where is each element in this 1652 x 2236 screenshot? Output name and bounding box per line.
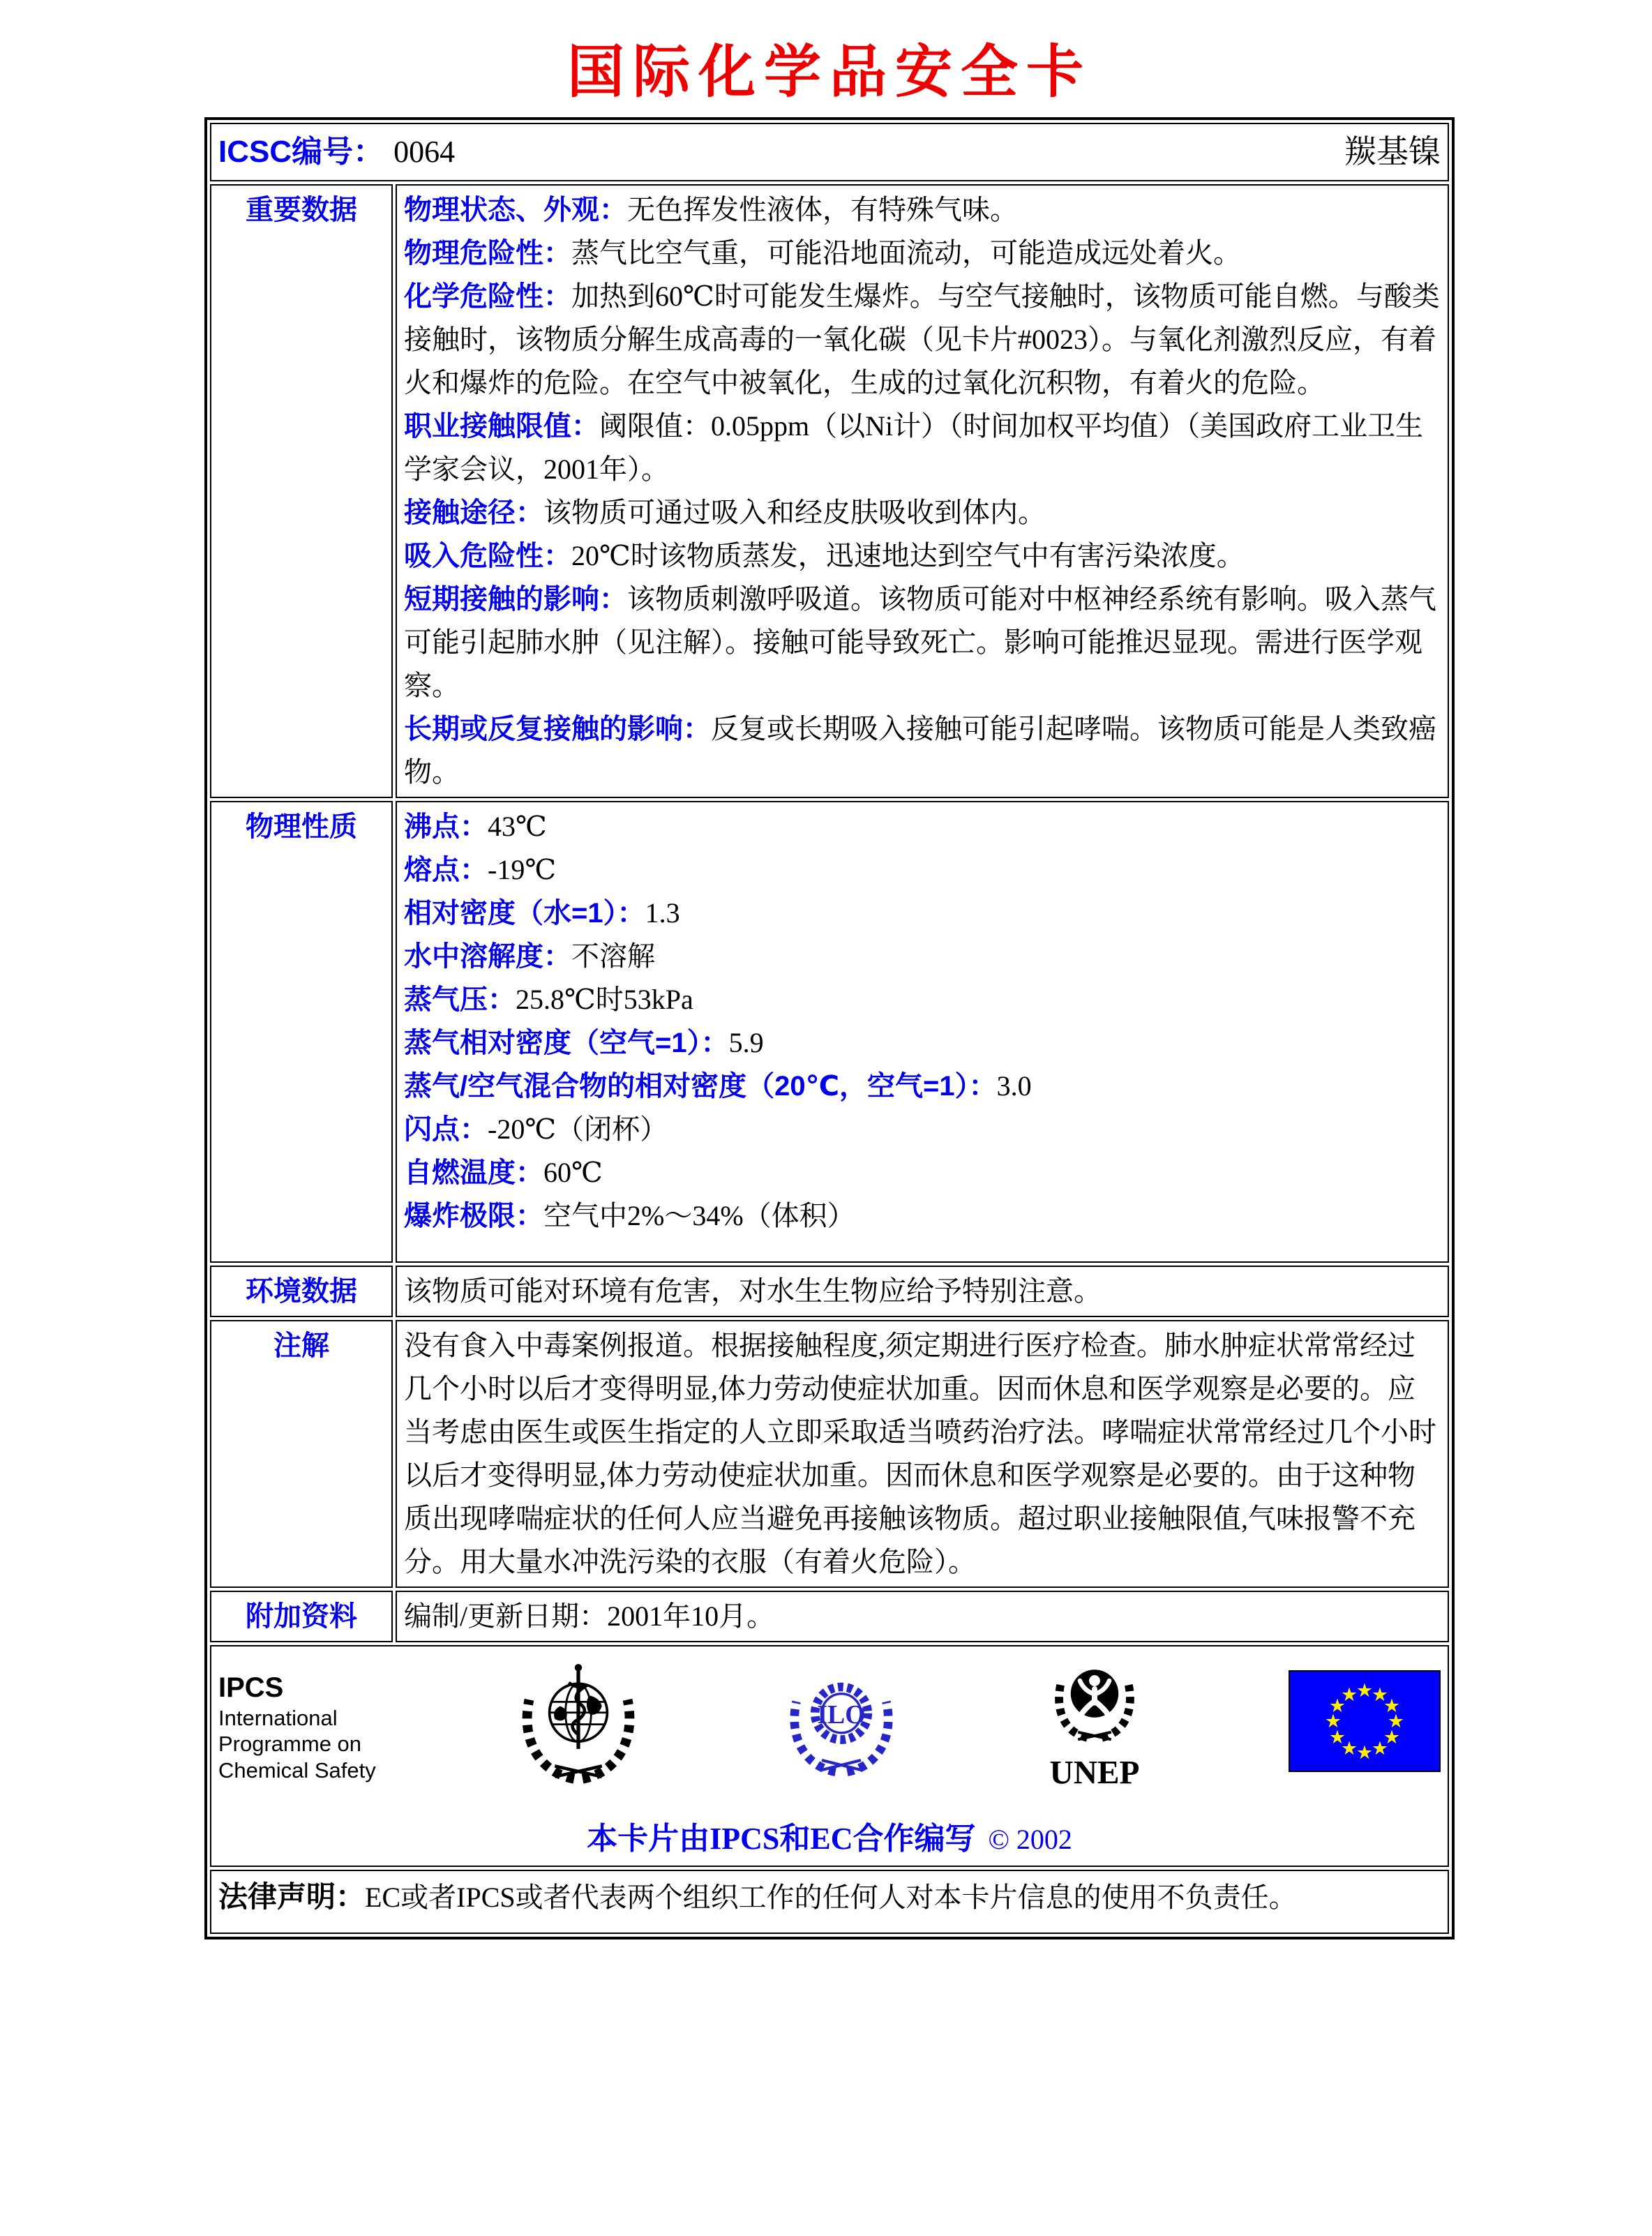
field-label: 接触途径：	[404, 497, 543, 528]
legal-text: EC或者IPCS或者代表两个组织工作的任何人对本卡片信息的使用不负责任。	[365, 1882, 1297, 1914]
field-label: 物理状态、外观：	[404, 195, 627, 225]
field-value: 20℃时该物质蒸发，迅速地达到空气中有害污染浓度。	[571, 540, 1245, 571]
field-value: 60℃	[543, 1157, 603, 1188]
field-line	[404, 275, 1441, 405]
svg-text:★: ★	[1356, 1680, 1374, 1701]
svg-text:★: ★	[1371, 1684, 1389, 1705]
field-label: 长期或反复接触的影响：	[404, 714, 711, 744]
field-value: -20℃（闭杯）	[488, 1113, 668, 1145]
unep-wordmark: UNEP	[1049, 1755, 1140, 1792]
svg-text:★: ★	[1383, 1695, 1401, 1716]
field-value: 空气中2%～34%（体积）	[543, 1200, 855, 1231]
field-value: 3.0	[996, 1070, 1032, 1102]
field-value: 阈限值：0.05ppm（以Ni计）（时间加权平均值）（美国政府工业卫生学家会议，2001年）。	[404, 410, 1424, 485]
field-label: 自燃温度：	[404, 1157, 543, 1188]
field-line	[404, 707, 1441, 794]
logo-strip	[218, 1649, 1441, 1806]
field-line	[404, 805, 1441, 848]
page-title: 国际化学品安全卡	[566, 40, 1092, 104]
header-row	[210, 123, 1449, 181]
svg-text:★: ★	[1328, 1727, 1346, 1748]
field-value: 5.9	[728, 1027, 764, 1058]
section-content-physical-properties	[396, 801, 1449, 1263]
field-label: 蒸气压：	[404, 984, 516, 1015]
svg-text:★: ★	[1371, 1738, 1389, 1759]
legal-row	[210, 1870, 1449, 1934]
ipcs-line: Programme on	[218, 1732, 362, 1757]
who-logo-icon	[514, 1657, 643, 1798]
field-value: 43℃	[488, 811, 547, 842]
section-row-physical-properties	[210, 801, 1449, 1263]
legal-label: 法律声明：	[218, 1880, 366, 1914]
field-label: 物理危险性：	[404, 238, 571, 269]
field-line	[404, 935, 1441, 978]
field-label: 蒸气相对密度（空气=1）：	[404, 1028, 729, 1058]
section-row-important-data	[210, 184, 1449, 798]
icsc-number-value: 0064	[393, 134, 456, 169]
ipcs-text-block	[218, 1671, 376, 1784]
icsc-number-label: ICSC编号：	[218, 134, 384, 169]
svg-text:★: ★	[1387, 1711, 1405, 1732]
svg-text:★: ★	[1324, 1711, 1342, 1732]
section-label-important-data: 重要数据	[210, 184, 393, 798]
field-line	[404, 534, 1441, 578]
field-line	[404, 848, 1441, 892]
svg-text:★: ★	[1356, 1742, 1374, 1763]
section-content-additional-info: 编制/更新日期：2001年10月。	[396, 1591, 1449, 1642]
field-label: 闪点：	[404, 1114, 488, 1145]
field-label: 水中溶解度：	[404, 941, 571, 972]
icsc-table	[204, 117, 1455, 1939]
field-label: 吸入危险性：	[404, 541, 571, 571]
field-value: 无色挥发性液体，有特殊气味。	[627, 194, 1018, 225]
section-label-notes: 注解	[210, 1320, 393, 1588]
section-row-environmental-data	[210, 1266, 1449, 1317]
eu-flag-icon	[1289, 1670, 1441, 1785]
field-label: 化学危险性：	[404, 281, 571, 312]
field-value: -19℃	[488, 854, 557, 885]
field-value: 1.3	[645, 897, 680, 929]
svg-text:★: ★	[1383, 1727, 1401, 1748]
field-label: 短期接触的影响：	[404, 584, 627, 615]
field-label: 职业接触限值：	[404, 411, 599, 442]
section-label-environmental-data: 环境数据	[210, 1266, 393, 1317]
ipcs-line: International	[218, 1705, 338, 1730]
field-line	[404, 1021, 1441, 1065]
field-value: 该物质刺激呼吸道。该物质可能对中枢神经系统有影响。吸入蒸气可能引起肺水肿（见注解）。接触可能导致死亡。影响可能推迟显现。需进行医学观察。	[404, 583, 1436, 701]
field-label: 爆炸极限：	[404, 1201, 543, 1231]
ipcs-line: Chemical Safety	[218, 1758, 376, 1783]
field-value: 该物质可通过吸入和经皮肤吸收到体内。	[543, 497, 1046, 528]
field-label: 沸点：	[404, 811, 488, 842]
field-line	[404, 1194, 1441, 1238]
credit-line	[218, 1815, 1441, 1863]
ilo-logo-icon	[781, 1663, 901, 1792]
field-line	[404, 1065, 1441, 1108]
svg-text:★: ★	[1340, 1738, 1358, 1759]
chemical-name: 羰基镍	[1344, 134, 1441, 170]
field-line	[404, 978, 1441, 1021]
ipcs-title: IPCS	[218, 1672, 284, 1703]
credit-text: 本卡片由IPCS和EC合作编写	[587, 1822, 976, 1856]
field-value: 蒸气比空气重，可能沿地面流动，可能造成远处着火。	[571, 237, 1241, 269]
field-line	[404, 578, 1441, 707]
svg-text:★: ★	[1340, 1684, 1358, 1705]
section-row-notes	[210, 1320, 1449, 1588]
unep-logo-icon	[1039, 1649, 1150, 1806]
ilo-monogram: ILO	[817, 1699, 866, 1729]
section-content-environmental-data: 该物质可能对环境有危害，对水生生物应给予特别注意。	[396, 1266, 1449, 1317]
logos-row	[210, 1645, 1449, 1867]
field-label: 蒸气/空气混合物的相对密度（20℃，空气=1）：	[404, 1071, 997, 1102]
field-value: 反复或长期吸入接触可能引起哮喘。该物质可能是人类致癌物。	[404, 713, 1436, 788]
field-value: 不溶解	[571, 940, 655, 972]
credit-year: © 2002	[988, 1824, 1072, 1855]
section-label-additional-info: 附加资料	[210, 1591, 393, 1642]
field-value: 加热到60℃时可能发生爆炸。与空气接触时，该物质可能自燃。与酸类接触时，该物质分解生成高毒的一氧化碳（见卡片#0023）。与氧化剂激烈反应，有着火和爆炸的危险。在空气中被氧化，生成的过氧化沉积物，有着火的危险。	[404, 280, 1440, 398]
field-line	[404, 188, 1441, 232]
field-value: 25.8℃时53kPa	[516, 984, 693, 1015]
section-content-important-data	[396, 184, 1449, 798]
field-line	[404, 405, 1441, 491]
field-line	[404, 491, 1441, 534]
field-label: 相对密度（水=1）：	[404, 898, 645, 929]
section-row-additional-info	[210, 1591, 1449, 1642]
field-line	[404, 1108, 1441, 1151]
field-label: 熔点：	[404, 855, 488, 885]
section-content-notes: 没有食入中毒案例报道。根据接触程度,须定期进行医疗检查。肺水肿症状常常经过几个小时以后才变得明显,体力劳动使症状加重。因而休息和医学观察是必要的。应当考虑由医生或医生指定的人立即采取适当喷药治疗法。哮喘症状常常经过几个小时以后才变得明显,体力劳动使症状加重。因而休息和医学观察是必要的。由于这种物质出现哮喘症状的任何人应当避免再接触该物质。超过职业接触限值,气味报警不充分。用大量水冲洗污染的衣服（有着火危险）。	[396, 1320, 1449, 1588]
field-line	[404, 892, 1441, 935]
section-label-physical-properties: 物理性质	[210, 801, 393, 1263]
svg-text:★: ★	[1328, 1695, 1346, 1716]
field-line	[404, 232, 1441, 275]
field-line	[404, 1151, 1441, 1194]
